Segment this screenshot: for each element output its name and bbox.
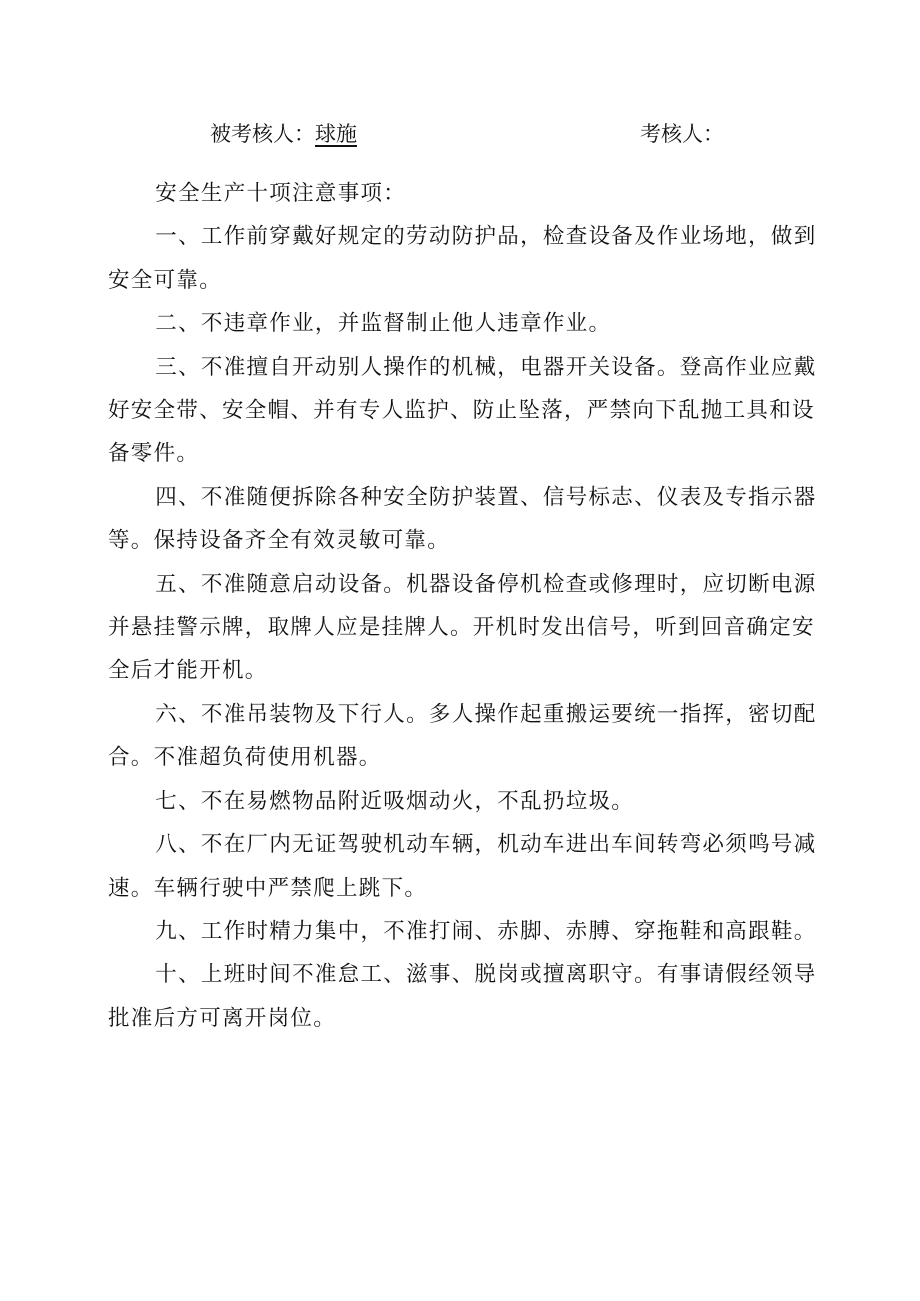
rule-item-1: 一、工作前穿戴好规定的劳动防护品，检查设备及作业场地，做到安全可靠。 (108, 224, 817, 293)
rule-item-5: 五、不准随意启动设备。机器设备停机检查或修理时，应切断电源并悬挂警示牌，取牌人应是挂牌人。开机时发出信号，听到回音确定安全后才能开机。 (108, 571, 817, 684)
examinee-name: 球施 (315, 122, 357, 146)
rule-item-6: 六、不准吊装物及下行人。多人操作起重搬运要统一指挥，密切配合。不准超负荷使用机器。 (108, 701, 817, 771)
examinee-label: 被考核人： (210, 122, 315, 146)
document-title: 安全生产十项注意事项： (155, 181, 407, 206)
rule-item-4: 四、不准随便拆除各种安全防护装置、信号标志、仪表及专指示器等。保持设备齐全有效灵敏可靠。 (108, 484, 817, 554)
examiner-field (640, 116, 724, 152)
document-body (108, 172, 833, 1040)
rule-item-8: 八、不在厂内无证驾驶机动车辆，机动车进出车间转弯必须鸣号减速。车辆行驶中严禁爬上跳下。 (108, 832, 817, 901)
rule-item-3: 三、不准擅自开动别人操作的机械，电器开关设备。登高作业应戴好安全带、安全帽、并有专人监护、防止坠落，严禁向下乱抛工具和设备零件。 (108, 354, 817, 467)
rule-item-10: 十、上班时间不准怠工、滋事、脱岗或擅离职守。有事请假经领导批准后方可离开岗位。 (108, 962, 817, 1031)
rule-item-9: 九、工作时精力集中，不准打闹、赤脚、赤膊、穿拖鞋和高跟鞋。 (155, 918, 817, 944)
signature-row (0, 116, 920, 152)
examinee-field (210, 116, 357, 152)
rule-item-2: 二、不违章作业，并监督制止他人违章作业。 (155, 311, 612, 337)
rule-item-7: 七、不在易燃物品附近吸烟动火，不乱扔垃圾。 (155, 788, 635, 814)
examiner-label: 考核人： (640, 122, 724, 146)
